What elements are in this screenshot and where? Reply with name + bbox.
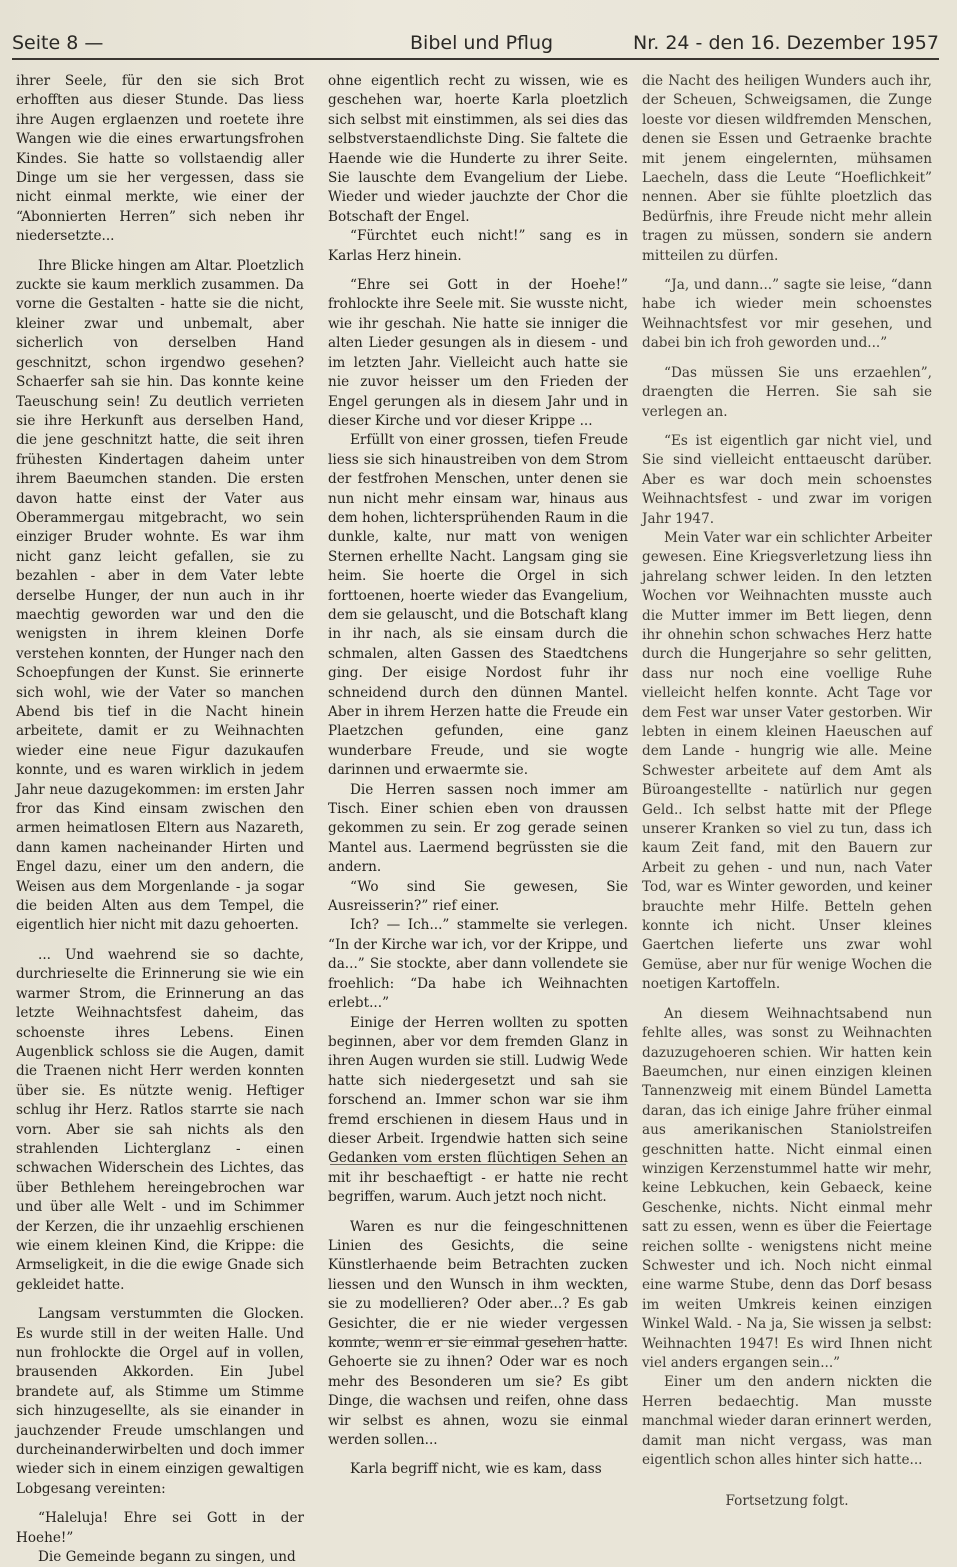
paragraph: Einige der Herren wollten zu spotten beginnen, aber vor dem fremden Glanz in ihren Augen wurden sie still. Ludwig Wede hatte sich niedergesetzt und sah sie forschend an. Immer schon war sie ihm fremd erschienen in diesem Haus und in dieser Arbeit. Irgendwie hatten sich seine Gedanken vom ersten flüchtigen Sehen an mit ihr beschaeftigt - er hatte nie recht begriffen, warum. Auch jetzt noch nicht. bbox=[328, 1014, 628, 1206]
paragraph: Karla begriff nicht, wie es kam, dass bbox=[350, 1461, 602, 1478]
text-column-2 bbox=[328, 72, 628, 1478]
paragraph: Einer um den andern nickten die Herren bedaechtig. Man musste manchmal wieder daran erinnert werden, damit man nicht vergass, was man eigentlich schon alles hinter sich hatte... bbox=[642, 1374, 932, 1469]
page-number: Seite 8 — bbox=[12, 32, 104, 54]
paragraph: “Es ist eigentlich gar nicht viel, und Sie sind vielleicht enttaeuscht darüber. Aber es war doch mein schoenstes Weihnachtsfest - und zwar im vorigen Jahr 1947. bbox=[642, 432, 932, 527]
column-divider bbox=[330, 1164, 626, 1165]
publication-title: Bibel und Pflug bbox=[410, 32, 554, 54]
paragraph: ohne eigentlich recht zu wissen, wie es geschehen war, hoerte Karla ploetzlich sich selbst mit einstimmen, als sei dies das selbstverstaendlichste Ding. Sie faltete die Haende wie die Hunderte zu ihrer Seite. Sie lauschte dem Evangelium der Liebe. Wieder und wieder jauchzte der Chor die Botschaft der Engel. bbox=[328, 73, 628, 225]
paragraph: “Wo sind Sie gewesen, Sie Ausreisserin?” rief einer. bbox=[328, 878, 628, 915]
paragraph: Die Gemeinde begann zu singen, und bbox=[38, 1549, 296, 1566]
paragraph: “Ehre sei Gott in der Hoehe!” frohlockte ihre Seele mit. Sie wusste nicht, wie ihr geschah. Nie hatte sie inniger die alten Lieder gesungen als in diesem - und im letzten Jahr. Vielleicht auch hatte sie nie zuvor heisser um den Frieden der Engel gerungen als in diesem Jahr und in dieser Kirche und vor dieser Krippe ... bbox=[328, 277, 628, 429]
page-header bbox=[12, 28, 939, 62]
paragraph: ... Und waehrend sie so dachte, durchrieselte die Erinnerung sie wie ein warmer Strom, die Erinnerung an das letzte Weihnachtsfest daheim, das schoenste ihres Lebens. Einen Augenblick schloss sie die Augen, damit die Traenen nicht Herr werden konnten über sie. Es nützte wenig. Heftiger schlug ihr Herz. Ratlos starrte sie nach vorn. Aber sie sah nichts als den strahlenden Lichterglanz - einen schwachen Widerschein des Lichtes, das über Bethlehem hereingebrochen war und über alle Welt - und im Schimmer der Kerzen, die ihr unzaehlig erschienen wie einem kleinen Kind, die Krippe: die Armseligkeit, in die die ewige Gnade sich gekleidet hatte. bbox=[16, 946, 304, 1293]
paragraph: Die Herren sassen noch immer am Tisch. Einer schien eben von draussen gekommen zu sein. Er zog gerade seinen Mantel aus. Laermend begrüssten sie die andern. bbox=[328, 781, 628, 876]
continuation-note: Fortsetzung folgt. bbox=[725, 1493, 849, 1510]
text-column-3 bbox=[642, 72, 932, 1510]
paragraph: ihrer Seele, für den sie sich Brot erhofften aus dieser Stunde. Das liess ihre Augen erglaenzen und roetete ihre Wangen wie die eines erwartungsfrohen Kindes. Sie hatte so vollstaendig aller Dinge um sie her vergessen, dass sie nicht einmal merkte, wie einer der “Abonnierten Herren” sich neben ihr niedersetzte... bbox=[16, 73, 304, 245]
paragraph: Waren es nur die feingeschnittenen Linien des Gesichts, die seine Künstlerhaende beim Betrachten zucken liessen und den Wunsch in ihm weckten, sie zu modellieren? Oder aber...? Es gab Gesichter, die er nie wieder vergessen konnte, wenn er sie einmal gesehen hatte. Gehoerte sie zu ihnen? Oder war es noch mehr des Besonderen um sie? Es gibt Dinge, die wachsen und reifen, ohne dass wir selbst es ahnen, wozu sie einmal werden sollen... bbox=[328, 1218, 628, 1449]
paragraph: die Nacht des heiligen Wunders auch ihr, der Scheuen, Schweigsamen, die Zunge loeste vor diesen wildfremden Menschen, denen sie Essen und Getraenke brachte mit jenem eingelernten, mühsamen Laecheln, dass die Leute “Hoeflichkeit” nennen. Aber sie fühlte ploetzlich das Bedürfnis, ihre Freude nicht mehr allein tragen zu müssen, sondern sie andern mitteilen zu dürfen. bbox=[642, 73, 932, 264]
paragraph: “Das müssen Sie uns erzaehlen”, draengten die Herren. Sie sah sie verlegen an. bbox=[642, 364, 932, 420]
paragraph: An diesem Weihnachtsabend nun fehlte alles, was sonst zu Weihnachten dazuzugehoeren schien. Wir hatten kein Baeumchen, nur einen einzigen kleinen Tannenzweig mit einem Bündel Lametta daran, das ich einige Jahre früher einmal aus amerikanischen Staniolstreifen geschnitten hatte. Nicht einmal einen winzigen Kerzenstummel hatte wir mehr, keine Lebkuchen, kein Gebaeck, keine Geschenke, nichts. Nicht einmal mehr satt zu essen, wenn es über die Feiertage reichen sollte - wenigstens nicht meine Schwester und ich. Noch nicht einmal eine warme Stube, denn das Dorf besass im weiten Umkreis keinen einzigen Winkel Wald. - Na ja, Sie wissen ja selbst: Weihnachten 1947! Es wird Ihnen nicht viel anders ergangen sein...” bbox=[642, 1005, 932, 1371]
paragraph: Mein Vater war ein schlichter Arbeiter gewesen. Eine Kriegsverletzung liess ihn jahrelang schwer leiden. In den letzten Wochen vor Weihnachten musste auch die Mutter immer im Bett liegen, denn ihr ohnehin schon schwaches Herz hatte durch die Hungerjahre so sehr gelitten, dass nur noch eine voellige Ruhe vielleicht helfen konnte. Acht Tage vor dem Fest war unser Vater gestorben. Wir lebten in einem kleinen Haeuschen auf dem Lande - hungrig wie alle. Meine Schwester arbeitete auf dem Amt als Büroangestellte - natürlich nur gegen Geld.. Ich selbst hatte mit der Pflege unserer Kranken so viel zu tun, dass ich kaum Zeit fand, mit den Bauern zur Arbeit zu gehen - und nun, nach Vater Tod, war es Winter geworden, und keiner brauchte mehr Hilfe. Betteln gehen konnte ich nicht. Unser kleines Gaertchen lieferte uns zwar wohl Gemüse, aber nur für wenige Wochen die noetigen Kartoffeln. bbox=[642, 529, 932, 993]
paragraph: “Fürchtet euch nicht!” sang es in Karlas Herz hinein. bbox=[328, 228, 628, 264]
column-divider bbox=[330, 1340, 626, 1341]
paragraph: Ihre Blicke hingen am Altar. Ploetzlich zuckte sie kaum merklich zusammen. Da vorne die Gestalten - hatte sie die nicht, kleiner zwar und unbemalt, aber sicherlich von derselben Hand geschnitzt, schon irgendwo gesehen? Schaerfer sah sie hin. Das konnte keine Taeuschung sein! Zu deutlich verrieten sie ihre Herkunft aus derselben Hand, die jene geschnitzt hatte, die seit ihren frühesten Kindertagen daheim unter ihrem Baeumchen standen. Die ersten davon hatte einst der Vater aus Oberammergau mitgebracht, wo sein einziger Bruder wohnte. Es war ihm nicht ganz leicht gefallen, sie zu bezahlen - aber in dem Vater lebte derselbe Hunger, der nun auch in ihr maechtig geworden war und den die wenigsten in ihrem kleinen Dorfe verstehen konnten, der Hunger nach den Schoepfungen der Kunst. Sie erinnerte sich wohl, wie der Vater so manchen Abend bis tief in die Nacht hinein arbeitete, damit er zu Weihnachten wieder eine neue Figur dazukaufen konnte, und es waren wirklich in jedem Jahr neue dazugekommen: im ersten Jahr fror das Kind einsam zwischen den armen heimatlosen Eltern aus Nazareth, dann kamen nacheinander Hirten und Engel dazu, einer um den andern, die Weisen aus dem Morgenlande - ja sogar die beiden Alten aus dem Tempel, die eigentlich hier nicht mit dazu gehoerten. bbox=[16, 257, 304, 934]
text-column-1 bbox=[16, 72, 304, 1566]
paragraph: Erfüllt von einer grossen, tiefen Freude liess sie sich hinaustreiben von dem Strom der festfrohen Menschen, unter denen sie nun nicht mehr einsam war, hinaus aus dem hohen, lichtersprühenden Raum in die dunkle, kalte, nur matt von wenigen Sternen erhellte Nacht. Langsam ging sie heim. Sie hoerte die Orgel in sich forttoenen, hoerte wieder das Evangelium, dem sie gelauscht, und die Botschaft klang in ihr nach, als sie einsam durch die schmalen, alten Gassen des Staedtchens ging. Der eisige Nordost fuhr ihr schneidend durch den dünnen Mantel. Aber in ihrem Herzen hatte die Freude ein Plaetzchen gefunden, eine ganz wunderbare Freude, und sie wogte darinnen und erwaermte sie. bbox=[328, 432, 628, 779]
paragraph: Langsam verstummten die Glocken. Es wurde still in der weiten Halle. Und nun frohlockte die Orgel auf in vollen, brausenden Akkorden. Ein Jubel brandete auf, als Stimme um Stimme sich hinzugesellte, als sie einander in jauchzender Freude umschlangen und durcheinanderwirbelten und doch immer wieder sich in einem einzigen gewaltigen Lobgesang vereinten: bbox=[16, 1306, 304, 1497]
issue-date: Nr. 24 - den 16. Dezember 1957 bbox=[632, 32, 939, 54]
header-rule bbox=[12, 58, 939, 60]
paragraph: “Ja, und dann...” sagte sie leise, “dann habe ich wieder mein schoenstes Weihnachtsfest vor mir gesehen, und dabei bin ich froh geworden und...” bbox=[642, 277, 932, 352]
paragraph: Ich? — Ich...” stammelte sie verlegen. “In der Kirche war ich, vor der Krippe, und da...” Sie stockte, aber dann vollendete sie froehlich: “Da habe ich Weihnachten erlebt...” bbox=[328, 917, 628, 1012]
paragraph: “Haleluja! Ehre sei Gott in der Hoehe!” bbox=[16, 1510, 304, 1546]
